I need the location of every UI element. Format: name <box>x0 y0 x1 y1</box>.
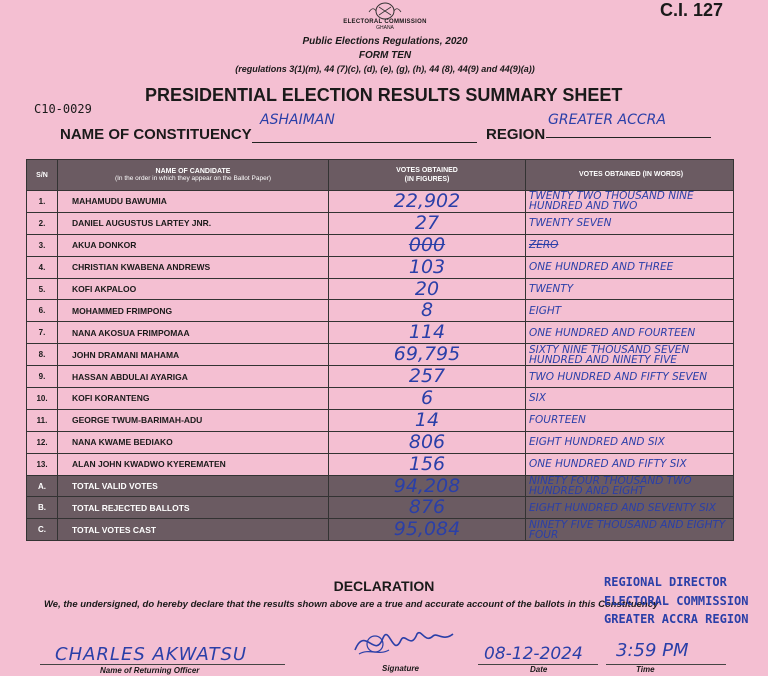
candidate-name-cell <box>58 431 329 453</box>
date-value: 08-12-2024 <box>484 644 583 664</box>
row-sn: 5. <box>38 284 46 294</box>
votes-words-cell <box>526 344 734 366</box>
row-sn-cell <box>27 256 58 278</box>
votes-words: SIXTY NINE THOUSAND SEVEN HUNDRED AND NINETY FIVE <box>529 343 690 366</box>
candidate-name-cell <box>58 278 329 300</box>
votes-words-cell <box>526 278 734 300</box>
votes-words: EIGHT HUNDRED AND SEVENTY SIX <box>529 501 716 514</box>
table-header-row <box>27 160 734 191</box>
votes-words-cell <box>526 475 734 497</box>
votes-words-cell <box>526 409 734 431</box>
row-sn: 3. <box>38 240 46 250</box>
row-sn-cell <box>27 453 58 475</box>
votes-words: TWENTY SEVEN <box>529 217 612 230</box>
row-sn-cell <box>27 191 58 213</box>
row-sn: 11. <box>36 415 48 425</box>
candidate-row <box>27 409 734 431</box>
votes-figures: 806 <box>408 431 446 453</box>
candidate-name: MOHAMMED FRIMPONG <box>72 305 173 316</box>
date-label: Date <box>530 665 548 674</box>
row-sn-cell <box>27 409 58 431</box>
form-name: FORM TEN <box>358 50 412 61</box>
votes-words-cell <box>526 256 734 278</box>
time-label: Time <box>636 665 655 674</box>
candidate-name-cell <box>58 453 329 475</box>
votes-words: ZERO <box>529 239 559 252</box>
votes-figures-cell <box>329 278 526 300</box>
votes-words: TWENTY TWO THOUSAND NINE HUNDRED AND TWO <box>529 190 694 213</box>
candidate-row <box>27 234 734 256</box>
stamp-line-3: GREATER ACCRA REGION <box>604 612 749 626</box>
votes-figures: 6 <box>420 387 434 409</box>
total-row <box>27 519 734 541</box>
col-name-subtitle: (In the order in which they appear on the Ballot Paper) <box>114 175 272 182</box>
votes-figures: 000 <box>408 234 446 256</box>
candidate-name: ALAN JOHN KWADWO KYEREMATEN <box>72 459 226 470</box>
candidate-name: MAHAMUDU BAWUMIA <box>72 196 167 207</box>
row-sn-cell <box>27 322 58 344</box>
row-sn-cell <box>27 388 58 410</box>
candidate-name: AKUA DONKOR <box>72 240 137 251</box>
candidate-name-cell <box>58 191 329 213</box>
votes-figures: 156 <box>408 453 446 475</box>
regulations-detail: (regulations 3(1)(m), 44 (7)(c), (d), (e), (g), (h), 44 (8), 44(9) and 44(9)(a)) <box>235 64 535 74</box>
votes-words: TWENTY <box>529 283 574 295</box>
candidate-name: NANA KWAME BEDIAKO <box>72 437 173 448</box>
row-sn-cell <box>27 212 58 234</box>
signature-label: Signature <box>382 664 419 673</box>
candidate-name-cell <box>58 322 329 344</box>
candidate-row <box>27 431 734 453</box>
col-sn-header: S/N <box>27 160 58 191</box>
votes-figures: 20 <box>414 278 440 300</box>
candidate-name-cell <box>58 344 329 366</box>
declaration-body: We, the undersigned, do hereby declare that the results shown above are a true and accurate account of the ballots in this Constituency <box>44 599 659 610</box>
votes-words-cell <box>526 453 734 475</box>
votes-words: FOURTEEN <box>529 414 586 427</box>
row-sn: 13. <box>36 459 48 469</box>
candidate-row <box>27 366 734 388</box>
votes-words: EIGHT <box>529 304 562 317</box>
commission-country: GHANA <box>376 25 394 31</box>
results-table <box>26 159 734 541</box>
votes-words-cell <box>526 191 734 213</box>
region-underline <box>546 137 711 138</box>
votes-figures-cell <box>329 212 526 234</box>
votes-figures: 257 <box>408 365 446 388</box>
votes-words-cell <box>526 497 734 519</box>
region-label: REGION <box>486 126 546 143</box>
page-title: PRESIDENTIAL ELECTION RESULTS SUMMARY SHEET <box>145 85 623 105</box>
row-sn-cell <box>27 278 58 300</box>
votes-words-cell <box>526 388 734 410</box>
row-sn: B. <box>38 503 46 513</box>
row-sn: 8. <box>38 350 46 360</box>
candidate-row <box>27 344 734 366</box>
row-sn: 12. <box>36 437 48 447</box>
time-underline <box>606 664 726 665</box>
stamp-line-1: REGIONAL DIRECTOR <box>604 575 727 589</box>
candidate-name: HASSAN ABDULAI AYARIGA <box>72 371 188 382</box>
votes-words: EIGHT HUNDRED AND SIX <box>529 436 665 449</box>
candidate-name: TOTAL REJECTED BALLOTS <box>72 502 190 513</box>
votes-figures-cell <box>329 366 526 388</box>
candidate-row <box>27 388 734 410</box>
time-value: 3:59 PM <box>616 640 689 661</box>
row-sn-cell <box>27 497 58 519</box>
row-sn: 1. <box>38 196 46 206</box>
votes-figures-cell <box>329 519 526 541</box>
region-value: GREATER ACCRA <box>548 112 666 128</box>
row-sn-cell <box>27 300 58 322</box>
ci-number: C.I. 127 <box>660 0 724 20</box>
total-row <box>27 475 734 497</box>
votes-figures-cell <box>329 388 526 410</box>
candidate-name-cell <box>58 388 329 410</box>
candidate-name-cell <box>58 300 329 322</box>
officer-underline <box>40 664 285 665</box>
candidate-name-cell <box>58 497 329 519</box>
votes-figures-cell <box>329 300 526 322</box>
candidate-name: TOTAL VOTES CAST <box>72 524 157 535</box>
votes-figures: 103 <box>408 256 446 278</box>
row-sn-cell <box>27 344 58 366</box>
votes-figures: 27 <box>414 212 440 234</box>
row-sn: 4. <box>38 262 46 272</box>
col-figures-title: VOTES OBTAINED <box>396 167 458 174</box>
candidate-name: NANA AKOSUA FRIMPOMAA <box>72 327 190 338</box>
candidate-name: TOTAL VALID VOTES <box>72 481 158 492</box>
votes-words: ONE HUNDRED AND FIFTY SIX <box>529 458 687 471</box>
coat-of-arms-icon <box>355 2 415 20</box>
votes-figures: 114 <box>408 321 446 344</box>
col-figures-header <box>329 160 526 191</box>
votes-words-cell <box>526 300 734 322</box>
votes-words: TWO HUNDRED AND FIFTY SEVEN <box>529 370 708 383</box>
votes-figures-cell <box>329 322 526 344</box>
candidate-name-cell <box>58 234 329 256</box>
votes-figures-cell <box>329 497 526 519</box>
returning-officer-name: CHARLES AKWATSU <box>55 644 248 665</box>
candidate-row <box>27 453 734 475</box>
votes-words: NINETY FIVE THOUSAND AND EIGHTY FOUR <box>529 518 726 541</box>
candidate-name-cell <box>58 366 329 388</box>
signature-icon <box>345 620 465 664</box>
row-sn: 6. <box>38 306 46 316</box>
candidate-row <box>27 191 734 213</box>
votes-figures: 14 <box>414 409 440 431</box>
votes-words-cell <box>526 212 734 234</box>
votes-figures-cell <box>329 256 526 278</box>
row-sn: 7. <box>38 328 46 338</box>
row-sn-cell <box>27 519 58 541</box>
total-row <box>27 497 734 519</box>
votes-words-cell <box>526 234 734 256</box>
candidate-name-cell <box>58 475 329 497</box>
votes-figures-cell <box>329 191 526 213</box>
votes-figures: 8 <box>420 299 434 322</box>
votes-words: ONE HUNDRED AND FOURTEEN <box>529 326 696 339</box>
candidate-name: CHRISTIAN KWABENA ANDREWS <box>72 262 211 273</box>
row-sn-cell <box>27 366 58 388</box>
votes-words-cell <box>526 366 734 388</box>
votes-words-cell <box>526 519 734 541</box>
candidate-name-cell <box>58 409 329 431</box>
votes-figures-cell <box>329 344 526 366</box>
candidate-row <box>27 300 734 322</box>
votes-figures-cell <box>329 431 526 453</box>
col-name-title: NAME OF CANDIDATE <box>155 168 231 175</box>
votes-words: SIX <box>529 392 546 405</box>
candidate-row <box>27 256 734 278</box>
candidate-name: JOHN DRAMANI MAHAMA <box>72 349 180 360</box>
votes-figures: 69,795 <box>393 343 461 366</box>
col-figures-subtitle: (IN FIGURES) <box>404 176 450 183</box>
declaration-title: DECLARATION <box>333 578 435 594</box>
constituency-label: NAME OF CONSTITUENCY <box>60 126 252 143</box>
votes-words-cell <box>526 322 734 344</box>
row-sn-cell <box>27 475 58 497</box>
candidate-row <box>27 212 734 234</box>
votes-words: ONE HUNDRED AND THREE <box>529 261 674 274</box>
row-sn: 9. <box>38 372 46 382</box>
votes-figures: 22,902 <box>393 190 461 212</box>
constituency-value: ASHAIMAN <box>260 112 335 128</box>
candidate-name-cell <box>58 212 329 234</box>
votes-words-cell <box>526 431 734 453</box>
row-sn-cell <box>27 431 58 453</box>
candidate-name-cell <box>58 256 329 278</box>
votes-figures-cell <box>329 409 526 431</box>
votes-figures: 95,084 <box>393 518 461 541</box>
candidate-name: KOFI AKPALOO <box>72 284 137 294</box>
row-sn: A. <box>38 481 46 491</box>
candidate-name: GEORGE TWUM-BARIMAH-ADU <box>72 415 203 426</box>
row-sn: C. <box>38 525 46 535</box>
stamp-line-2: ELECTORAL COMMISSION <box>604 594 749 608</box>
candidate-row <box>27 278 734 300</box>
results-body <box>27 191 734 541</box>
row-sn: 10. <box>36 393 48 403</box>
votes-figures: 876 <box>408 496 446 519</box>
row-sn-cell <box>27 234 58 256</box>
candidate-name: DANIEL AUGUSTUS LARTEY JNR. <box>72 218 212 229</box>
form-code: C10-0029 <box>34 102 92 116</box>
candidate-name-cell <box>58 519 329 541</box>
votes-figures: 94,208 <box>393 475 461 497</box>
col-name-header <box>58 160 329 191</box>
col-words-header: VOTES OBTAINED (IN WORDS) <box>526 160 734 191</box>
candidate-row <box>27 322 734 344</box>
commission-name: ELECTORAL COMMISSION <box>343 19 427 25</box>
votes-figures-cell <box>329 475 526 497</box>
votes-figures-cell <box>329 234 526 256</box>
constituency-underline <box>252 142 477 143</box>
candidate-name: KOFI KORANTENG <box>72 393 150 404</box>
officer-label: Name of Returning Officer <box>100 666 200 675</box>
regulations-title: Public Elections Regulations, 2020 <box>302 36 468 47</box>
row-sn: 2. <box>38 218 46 228</box>
votes-words: NINETY FOUR THOUSAND TWO HUNDRED AND EIGHT <box>529 475 692 497</box>
votes-figures-cell <box>329 453 526 475</box>
